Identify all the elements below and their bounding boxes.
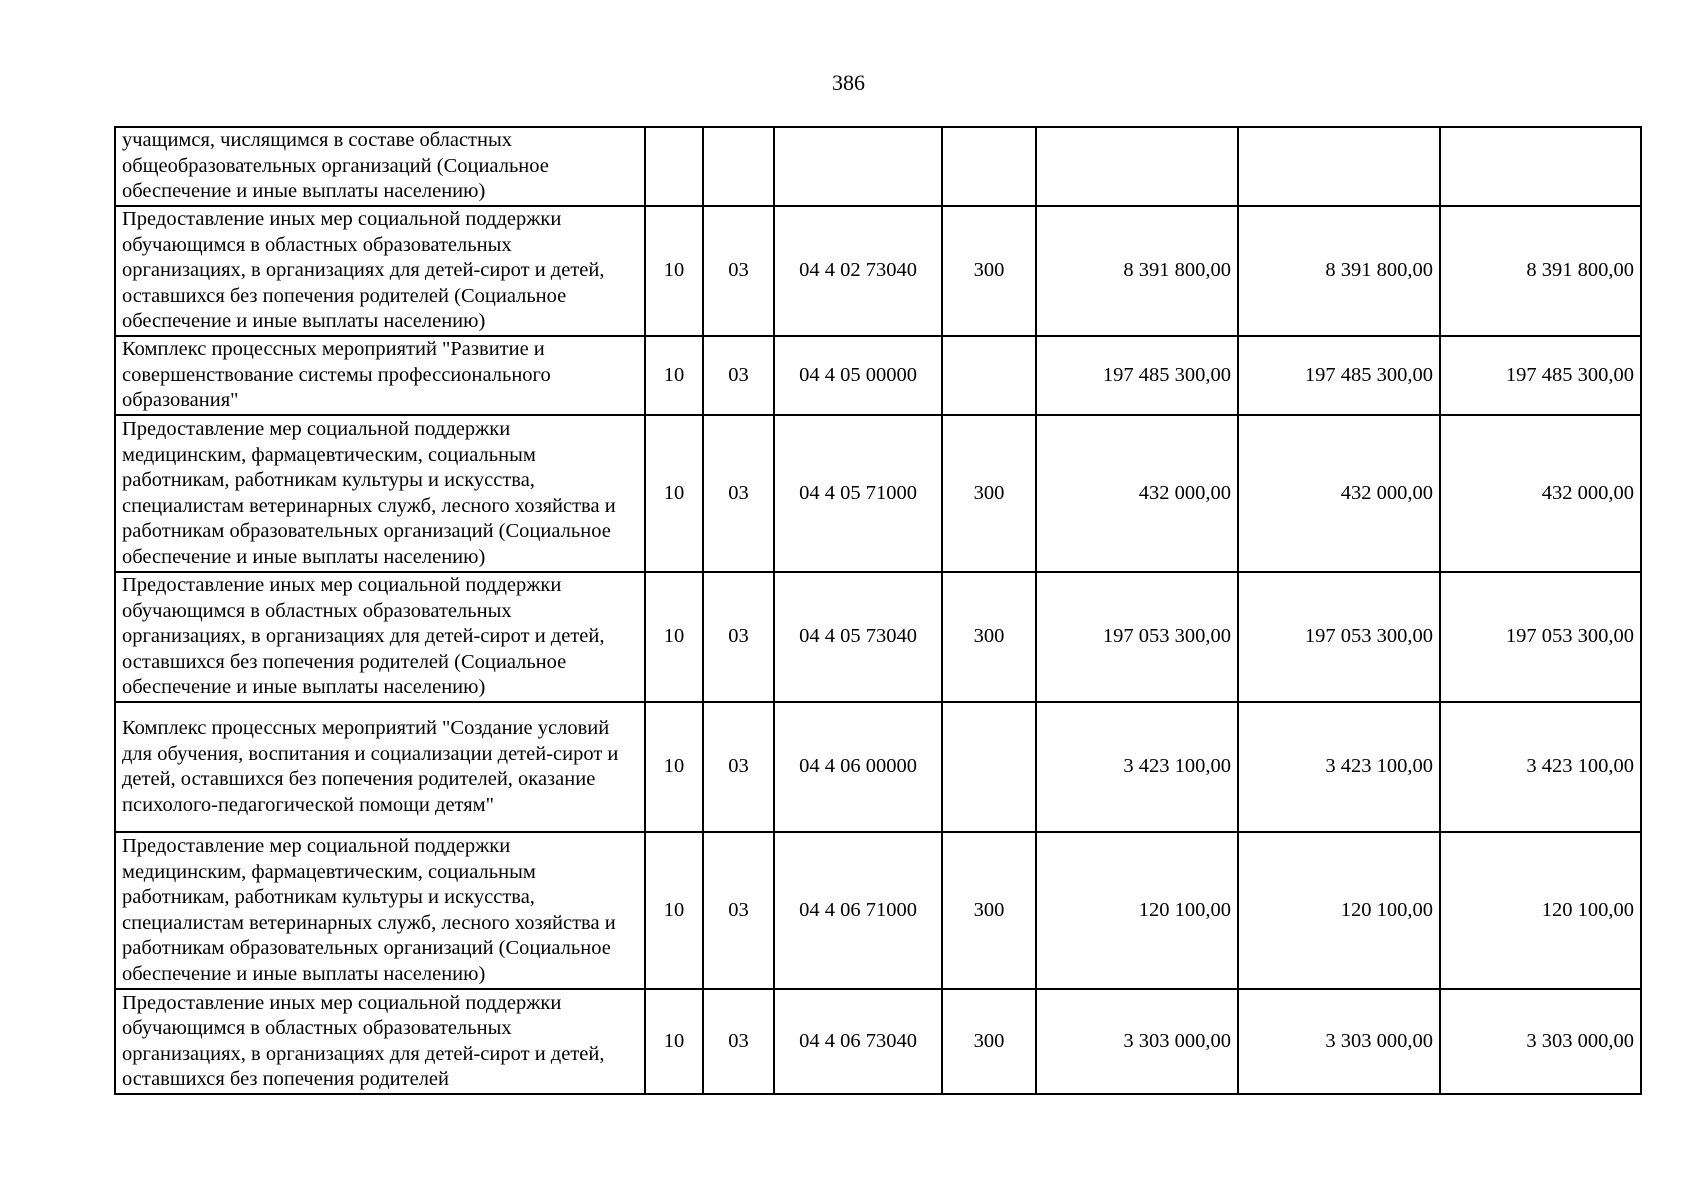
amount-year-1: 432 000,00: [1036, 415, 1238, 572]
expense-type-code: 300: [942, 415, 1036, 572]
amount-year-1: 197 053 300,00: [1036, 572, 1238, 702]
target-article-code: [774, 127, 942, 206]
section-code: 10: [645, 206, 703, 336]
subsection-code: 03: [703, 832, 774, 989]
expense-type-code: 300: [942, 989, 1036, 1094]
row-description: Предоставление иных мер социальной поддержки обучающимся в областных образовательных организациях, в организациях для детей-сирот и детей, оставшихся без попечения родителей (Социальное обеспечение и иные выплаты населению): [115, 572, 645, 702]
amount-year-3: [1440, 127, 1641, 206]
row-description: Предоставление иных мер социальной поддержки обучающимся в областных образовательных организациях, в организациях для детей-сирот и детей, оставшихся без попечения родителей (Социальное обеспечение и иные выплаты населению): [115, 206, 645, 336]
amount-year-1: 8 391 800,00: [1036, 206, 1238, 336]
table-row: [115, 572, 1641, 702]
amount-year-3: 120 100,00: [1440, 832, 1641, 989]
expense-type-code: 300: [942, 572, 1036, 702]
amount-year-1: 197 485 300,00: [1036, 336, 1238, 415]
amount-year-3: 3 303 000,00: [1440, 989, 1641, 1094]
amount-year-1: 3 303 000,00: [1036, 989, 1238, 1094]
expense-type-code: [942, 702, 1036, 832]
row-description: Комплекс процессных мероприятий "Создание условий для обучения, воспитания и социализации детей-сирот и детей, оставшихся без попечения родителей, оказание психолого-педагогической помощи детям": [115, 702, 645, 832]
amount-year-1: 120 100,00: [1036, 832, 1238, 989]
amount-year-3: 197 485 300,00: [1440, 336, 1641, 415]
table-row: [115, 206, 1641, 336]
target-article-code: 04 4 05 73040: [774, 572, 942, 702]
row-description: Предоставление иных мер социальной поддержки обучающимся в областных образовательных организациях, в организациях для детей-сирот и детей, оставшихся без попечения родителей: [115, 989, 645, 1094]
section-code: [645, 127, 703, 206]
section-code: 10: [645, 989, 703, 1094]
target-article-code: 04 4 02 73040: [774, 206, 942, 336]
amount-year-3: 432 000,00: [1440, 415, 1641, 572]
target-article-code: 04 4 06 73040: [774, 989, 942, 1094]
target-article-code: 04 4 05 71000: [774, 415, 942, 572]
table-row: [115, 127, 1641, 206]
table-row: [115, 832, 1641, 989]
target-article-code: 04 4 06 71000: [774, 832, 942, 989]
row-description: Предоставление мер социальной поддержки медицинским, фармацевтическим, социальным работникам, работникам культуры и искусства, специалистам ветеринарных служб, лесного хозяйства и работникам образовательных организаций (Социальное обеспечение и иные выплаты населению): [115, 832, 645, 989]
target-article-code: 04 4 05 00000: [774, 336, 942, 415]
section-code: 10: [645, 336, 703, 415]
amount-year-2: 3 423 100,00: [1238, 702, 1440, 832]
table-row: [115, 989, 1641, 1094]
amount-year-2: 197 053 300,00: [1238, 572, 1440, 702]
row-description: учащимся, числящимся в составе областных общеобразовательных организаций (Социальное обеспечение и иные выплаты населению): [115, 127, 645, 206]
row-description: Комплекс процессных мероприятий "Развитие и совершенствование системы профессионального образования": [115, 336, 645, 415]
amount-year-2: 8 391 800,00: [1238, 206, 1440, 336]
amount-year-2: 197 485 300,00: [1238, 336, 1440, 415]
amount-year-2: 432 000,00: [1238, 415, 1440, 572]
row-description: Предоставление мер социальной поддержки медицинским, фармацевтическим, социальным работникам, работникам культуры и искусства, специалистам ветеринарных служб, лесного хозяйства и работникам образовательных организаций (Социальное обеспечение и иные выплаты населению): [115, 415, 645, 572]
section-code: 10: [645, 415, 703, 572]
amount-year-3: 197 053 300,00: [1440, 572, 1641, 702]
amount-year-1: [1036, 127, 1238, 206]
subsection-code: 03: [703, 415, 774, 572]
page-number: 386: [832, 70, 865, 95]
table-row: [115, 415, 1641, 572]
section-code: 10: [645, 832, 703, 989]
section-code: 10: [645, 702, 703, 832]
subsection-code: [703, 127, 774, 206]
expense-type-code: [942, 336, 1036, 415]
amount-year-2: [1238, 127, 1440, 206]
amount-year-2: 3 303 000,00: [1238, 989, 1440, 1094]
subsection-code: 03: [703, 336, 774, 415]
amount-year-3: 3 423 100,00: [1440, 702, 1641, 832]
amount-year-3: 8 391 800,00: [1440, 206, 1641, 336]
table-row: [115, 702, 1641, 832]
target-article-code: 04 4 06 00000: [774, 702, 942, 832]
amount-year-2: 120 100,00: [1238, 832, 1440, 989]
expense-type-code: [942, 127, 1036, 206]
table-row: [115, 336, 1641, 415]
budget-table: [114, 126, 1642, 1095]
subsection-code: 03: [703, 206, 774, 336]
expense-type-code: 300: [942, 206, 1036, 336]
subsection-code: 03: [703, 989, 774, 1094]
subsection-code: 03: [703, 572, 774, 702]
section-code: 10: [645, 572, 703, 702]
expense-type-code: 300: [942, 832, 1036, 989]
subsection-code: 03: [703, 702, 774, 832]
amount-year-1: 3 423 100,00: [1036, 702, 1238, 832]
